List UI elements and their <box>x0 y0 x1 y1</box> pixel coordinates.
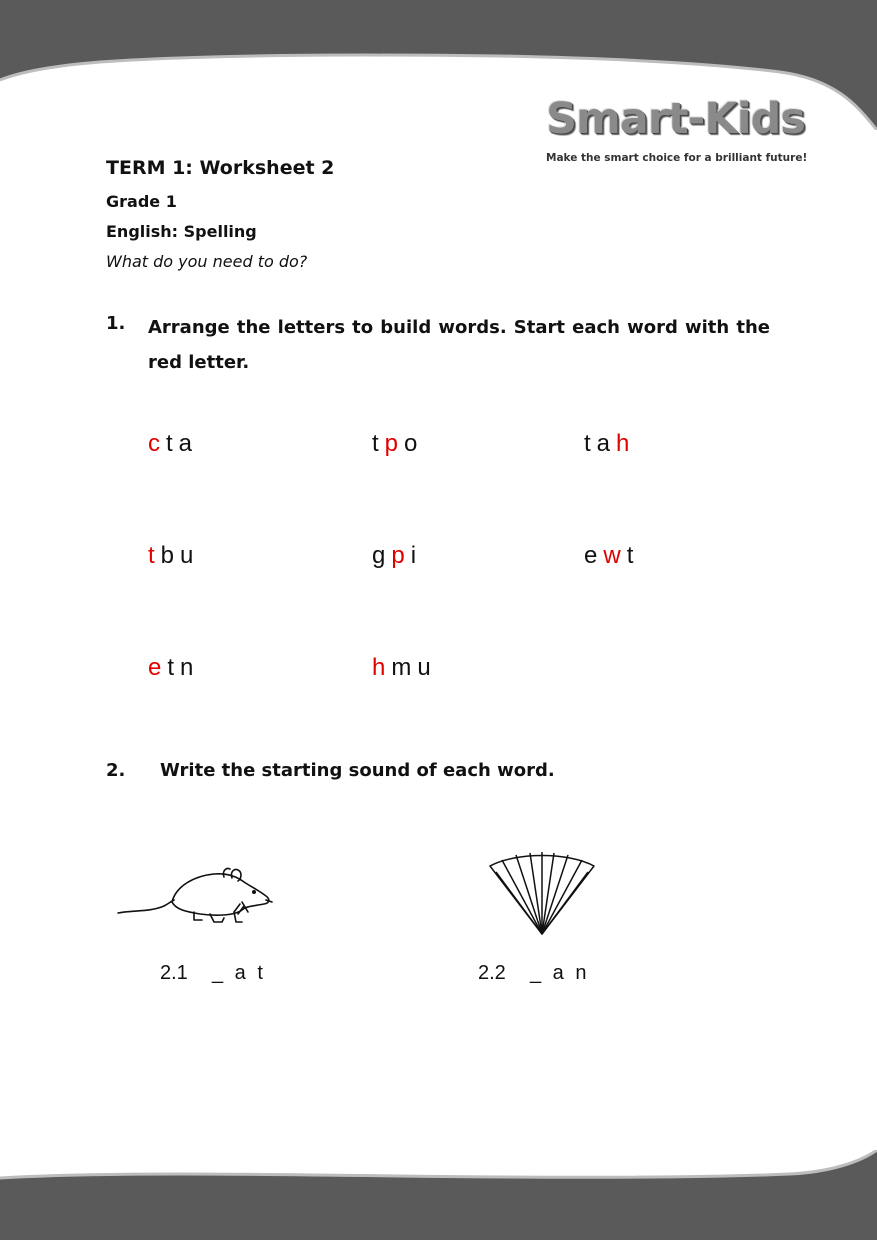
grade-label: Grade 1 <box>106 192 177 211</box>
letter: e <box>584 542 598 569</box>
bottom-banner <box>0 1150 877 1240</box>
logo-text: Smart-Kids <box>546 94 805 144</box>
question-2-text: Write the starting sound of each word. <box>160 760 555 781</box>
letter: m <box>391 654 412 681</box>
letter: a <box>596 430 611 457</box>
letter: g <box>372 542 386 569</box>
subject-label: English: Spelling <box>106 222 257 241</box>
red-letter: c <box>148 430 160 457</box>
smart-kids-logo <box>540 92 840 172</box>
question-1-number: 1. <box>106 313 126 334</box>
letter: t <box>167 654 175 681</box>
question-1-text: Arrange the letters to build words. Start each word with the red letter. <box>148 317 770 373</box>
letter-group <box>372 542 422 570</box>
worksheet-title: TERM 1: Worksheet 2 <box>106 157 335 179</box>
letter: u <box>417 654 431 681</box>
item-2-2-word: _ a n <box>530 962 590 984</box>
letter-group <box>148 430 198 458</box>
letter-group <box>584 542 639 570</box>
letter: t <box>372 430 379 457</box>
letter-group <box>584 430 635 458</box>
letter: u <box>180 542 194 569</box>
red-letter: h <box>372 654 386 681</box>
letter: t <box>584 430 591 457</box>
letter: n <box>180 654 194 681</box>
letter: t <box>626 542 634 569</box>
item-2-1-number: 2.1 <box>160 962 188 984</box>
question-2-number: 2. <box>106 760 126 781</box>
red-letter: t <box>148 542 155 569</box>
letter-group <box>372 430 423 458</box>
fan-icon <box>486 852 598 938</box>
red-letter: p <box>391 542 405 569</box>
red-letter: h <box>616 430 630 457</box>
instruction-label: What do you need to do? <box>106 252 308 271</box>
red-letter: p <box>384 430 399 457</box>
letter: i <box>410 542 417 569</box>
letter-group <box>148 542 199 570</box>
red-letter: e <box>148 654 162 681</box>
item-2-1-word: _ a t <box>212 962 266 984</box>
letter: b <box>160 542 175 569</box>
letter: a <box>178 430 193 457</box>
letter-group <box>372 654 437 682</box>
logo-tagline: Make the smart choice for a brilliant future! <box>546 152 808 164</box>
item-2-2-number: 2.2 <box>478 962 506 984</box>
letter: o <box>404 430 418 457</box>
letter: t <box>166 430 173 457</box>
letter-group <box>148 654 199 682</box>
mouse-icon <box>114 866 274 930</box>
red-letter: w <box>603 542 621 569</box>
